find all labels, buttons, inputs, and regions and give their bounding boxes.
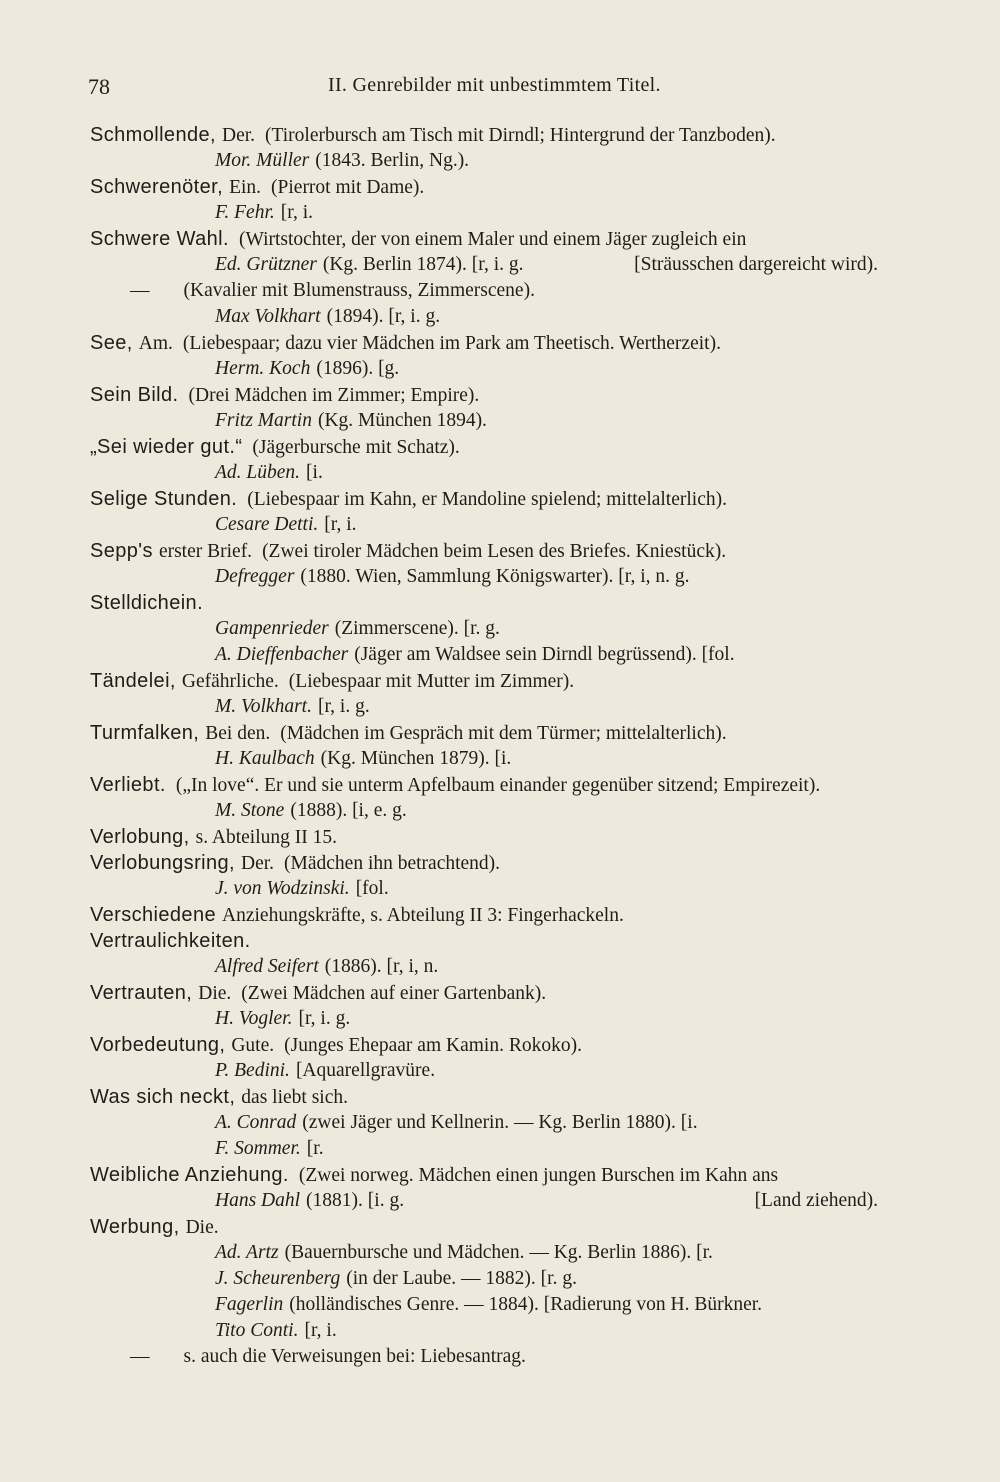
artwork-info: [r. (306, 1138, 324, 1159)
entry-description: (Drei Mädchen im Zimmer; Empire). (188, 385, 480, 406)
artist-line (88, 200, 958, 226)
entry-description: (Junges Ehepaar am Kamin. Rokoko). (284, 1035, 582, 1056)
entry-line (88, 980, 958, 1006)
entry-line (88, 434, 958, 460)
entry-list (88, 122, 958, 1370)
entry-keyword: Sein Bild. (90, 384, 179, 406)
entry-keyword: Werbung, (90, 1216, 180, 1238)
entry-title-rest: Gefährliche. (181, 671, 279, 692)
artwork-info: [r, i. g. (298, 1008, 351, 1029)
artist-name: A. Conrad (215, 1112, 297, 1133)
entry-keyword: Schwere Wahl. (90, 228, 229, 250)
entry-keyword: Vorbedeutung, (90, 1034, 226, 1056)
entry-title-rest: das liebt sich. (241, 1087, 348, 1108)
artist-line (88, 642, 958, 668)
artwork-info: [i. (306, 462, 323, 483)
artist-name: P. Bedini. (215, 1060, 290, 1081)
artwork-info: (Kg. München 1879). [i. (320, 748, 512, 769)
artwork-info: (Zimmerscene). [r. g. (334, 618, 500, 639)
artist-name: Mor. Müller (215, 150, 310, 171)
artist-name: Ed. Grützner (215, 254, 317, 275)
entry-line (88, 720, 958, 746)
dash-mark: — (130, 1346, 150, 1367)
artist-line (88, 564, 958, 590)
artist-name: H. Kaulbach (215, 748, 315, 769)
artist-line (88, 616, 958, 642)
artwork-info: (1896). [g. (316, 358, 400, 379)
artist-line (88, 798, 958, 824)
artwork-info: (in der Laube. — 1882). [r. g. (346, 1268, 577, 1289)
entry-keyword: Sepp's (90, 540, 153, 562)
entry-description: (Zwei norweg. Mädchen einen jungen Burschen im Kahn ans (298, 1165, 779, 1186)
entry-title-rest: Am. (138, 333, 173, 354)
artwork-info: (Bauernbursche und Mädchen. — Kg. Berlin 1886). [r. (284, 1242, 713, 1263)
artist-line (88, 460, 958, 486)
artist-line (88, 1188, 958, 1214)
artist-name: Herm. Koch (215, 358, 311, 379)
entry-keyword: Verliebt. (90, 774, 166, 796)
entry-keyword: Tändelei, (90, 670, 176, 692)
entry-keyword: Vertraulichkeiten. (90, 930, 251, 952)
entry-title-rest: Der. (240, 853, 275, 874)
artist-name: H. Vogler. (215, 1008, 293, 1029)
artist-line (88, 1110, 958, 1136)
artwork-info: (1894). [r, i. g. (326, 306, 441, 327)
entry-description: (Zwei tiroler Mädchen beim Lesen des Briefes. Kniestück). (262, 541, 727, 562)
entry-line (88, 824, 958, 850)
entry-description: („In love“. Er und sie unterm Apfelbaum einander gegenüber sitzend; Empirezeit). (175, 775, 821, 796)
artist-line (88, 1318, 958, 1344)
artist-name: J. von Wodzinski. (215, 878, 350, 899)
entry-description: (Zwei Mädchen auf einer Gartenbank). (241, 983, 547, 1004)
entry-description: (Liebespaar; dazu vier Mädchen im Park am Theetisch. Wertherzeit). (182, 333, 721, 354)
continuation-line (88, 1344, 958, 1370)
continuation-line (88, 278, 958, 304)
artist-line (88, 356, 958, 382)
artist-name: Hans Dahl (215, 1190, 301, 1211)
entry-keyword: Schmollende, (90, 124, 216, 146)
entry-line (88, 1032, 958, 1058)
entry-line (88, 538, 958, 564)
artwork-info: (Kg. München 1894). (317, 410, 487, 431)
entry-description: (Kavalier mit Blumenstrauss, Zimmerscene). (183, 280, 535, 301)
entry-description: (Mädchen im Gespräch mit dem Türmer; mittelalterlich). (280, 723, 727, 744)
entry-description: (Liebespaar im Kahn, er Mandoline spielend; mittelalterlich). (247, 489, 727, 510)
artist-name: Fritz Martin (215, 410, 312, 431)
artwork-info: (1881). [i. g. (306, 1190, 405, 1211)
entry-keyword: Verlobungsring, (90, 852, 235, 874)
artist-name: M. Stone (215, 800, 285, 821)
entry-title-rest: Bei den. (205, 723, 271, 744)
entry-description: (Wirtstochter, der von einem Maler und einem Jäger zugleich ein (238, 229, 747, 250)
entry-description: (Pierrot mit Dame). (271, 177, 425, 198)
artwork-info: (holländisches Genre. — 1884). [Radierung von H. Bürkner. (289, 1294, 763, 1315)
artwork-info: [r, i. (280, 202, 314, 223)
entry-line (88, 382, 958, 408)
entry-line (88, 122, 958, 148)
entry-keyword: Weibliche Anziehung. (90, 1164, 289, 1186)
entry-title-rest: erster Brief. (158, 541, 253, 562)
entry-keyword: Schwerenöter, (90, 176, 224, 198)
artist-line (88, 1058, 958, 1084)
artwork-info: [r, i. g. (317, 696, 370, 717)
entry-keyword: See, (90, 332, 133, 354)
entry-line (88, 772, 958, 798)
entry-line (88, 850, 958, 876)
entry-description: (Liebespaar mit Mutter im Zimmer). (288, 671, 575, 692)
artwork-info: (1880. Wien, Sammlung Königswarter). [r, i, n. g. (300, 566, 690, 587)
entry-line (88, 486, 958, 512)
artist-line (88, 1240, 958, 1266)
artist-name: J. Scheurenberg (215, 1268, 341, 1289)
entry-line (88, 226, 958, 252)
entry-title-rest: Die. (185, 1217, 219, 1238)
entry-line (88, 1214, 958, 1240)
artist-name: Defregger (215, 566, 295, 587)
page-number: 78 (88, 74, 110, 99)
artwork-info: (Kg. Berlin 1874). [r, i. g. (322, 254, 524, 275)
artwork-info: (1843. Berlin, Ng.). (315, 150, 470, 171)
entry-title-rest: Anziehungskräfte, s. Abteilung II 3: Fingerhackeln. (222, 905, 624, 926)
artwork-info: (1888). [i, e. g. (290, 800, 407, 821)
artwork-info: [fol. (355, 878, 389, 899)
artwork-info: (zwei Jäger und Kellnerin. — Kg. Berlin 1880). [i. (302, 1112, 698, 1133)
entry-line (88, 902, 958, 928)
entry-description: (Jägerbursche mit Schatz). (252, 437, 460, 458)
entry-title-rest: Der. (221, 125, 256, 146)
continuation-text: [Land ziehend). (754, 1190, 878, 1211)
entry-keyword: Verschiedene (90, 904, 217, 926)
artist-name: F. Sommer. (215, 1138, 301, 1159)
entry-line (88, 1162, 958, 1188)
artist-name: Max Volkhart (215, 306, 321, 327)
entry-title-rest: Gute. (231, 1035, 275, 1056)
artwork-info: [r, i. (324, 514, 357, 535)
artist-line (88, 1292, 958, 1318)
entry-line (88, 1084, 958, 1110)
artist-line (88, 252, 958, 278)
artist-line (88, 694, 958, 720)
artist-name: M. Volkhart. (215, 696, 312, 717)
entry-line (88, 174, 958, 200)
entry-title-rest: Die. (198, 983, 232, 1004)
entry-line (88, 668, 958, 694)
artist-name: Ad. Artz (215, 1242, 279, 1263)
artist-name: Tito Conti. (215, 1320, 299, 1341)
artist-name: Ad. Lüben. (215, 462, 301, 483)
entry-keyword: Selige Stunden. (90, 488, 238, 510)
artist-line (88, 1006, 958, 1032)
entry-keyword: Turmfalken, (90, 722, 200, 744)
artwork-info: [Aquarellgravüre. (295, 1060, 436, 1081)
entry-title-rest: Ein. (229, 177, 262, 198)
artist-name: A. Dieffenbacher (215, 644, 349, 665)
entry-keyword: Vertrauten, (90, 982, 193, 1004)
entry-description: (Tirolerbursch am Tisch mit Dirndl; Hintergrund der Tanzboden). (265, 125, 776, 146)
artist-name: Gampenrieder (215, 618, 329, 639)
entry-title-rest: s. Abteilung II 15. (195, 827, 338, 848)
artwork-info: [r, i. (304, 1320, 337, 1341)
artist-name: F. Fehr. (215, 202, 275, 223)
running-title: II. Genrebilder mit unbestimmtem Titel. (328, 74, 661, 96)
entry-keyword: Was sich neckt, (90, 1086, 236, 1108)
continuation-text: [Sträusschen dargereicht wird). (634, 254, 878, 275)
artist-line (88, 1266, 958, 1292)
artist-line (88, 1136, 958, 1162)
artwork-info: (Jäger am Waldsee sein Dirndl begrüssend). [fol. (354, 644, 735, 665)
dash-mark: — (130, 280, 150, 301)
artist-line (88, 954, 958, 980)
entry-keyword: Verlobung, (90, 826, 190, 848)
entry-line (88, 330, 958, 356)
entry-keyword: Stelldichein. (90, 592, 204, 614)
page-header (88, 74, 948, 104)
entry-line (88, 928, 958, 954)
entry-description: s. auch die Verweisungen bei: Liebesantrag. (183, 1346, 526, 1367)
artist-line (88, 746, 958, 772)
entry-description: (Mädchen ihn betrachtend). (284, 853, 501, 874)
artwork-info: (1886). [r, i, n. (324, 956, 439, 977)
artist-line (88, 512, 958, 538)
artist-name: Cesare Detti. (215, 514, 319, 535)
artist-line (88, 304, 958, 330)
entry-keyword: „Sei wieder gut.“ (90, 436, 243, 458)
entry-line (88, 590, 958, 616)
artist-name: Alfred Seifert (215, 956, 319, 977)
artist-name: Fagerlin (215, 1294, 284, 1315)
artist-line (88, 408, 958, 434)
artist-line (88, 876, 958, 902)
artist-line (88, 148, 958, 174)
